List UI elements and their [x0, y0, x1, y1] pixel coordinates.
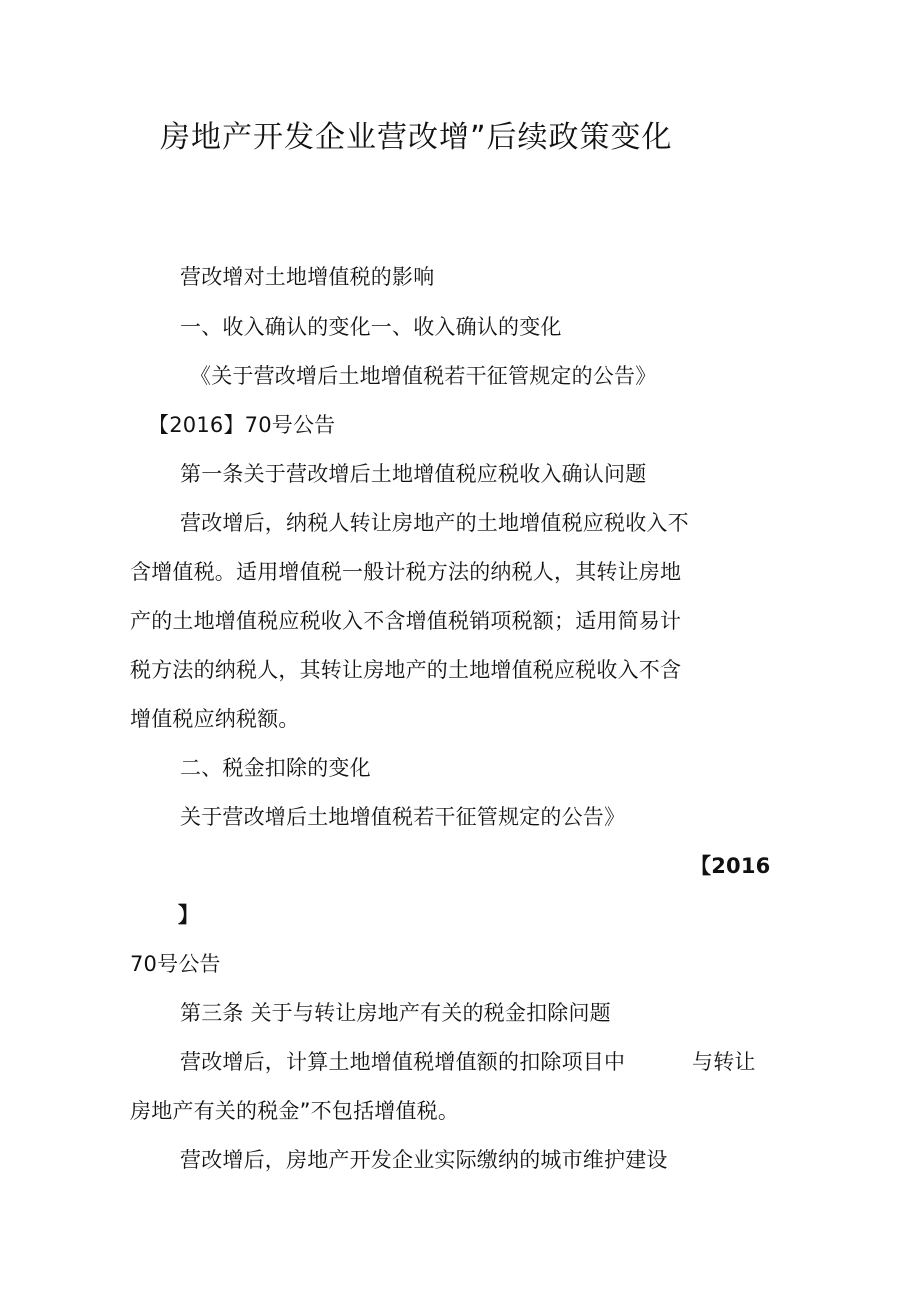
- paragraph-line: 房地产有关的税金”不包括增值税。: [130, 1099, 460, 1123]
- paragraph-line: 营改增后，纳税人转让房地产的土地增值税应税收入不: [180, 511, 689, 535]
- section-heading: 一、收入确认的变化一、收入确认的变化: [180, 315, 562, 339]
- article-heading: 第一条关于营改增后土地增值税应税收入确认问题: [180, 462, 647, 486]
- paragraph-line: 营改增后，计算土地增值税增值额的扣除项目中: [180, 1050, 626, 1074]
- announcement-year: 【2016: [690, 854, 771, 878]
- document-title: 房地产开发企业营改增”后续政策变化: [160, 120, 673, 155]
- paragraph-line: 营改增对土地增值税的影响: [180, 265, 435, 289]
- announcement-title: 关于营改增后土地增值税若干征管规定的公告》: [180, 805, 626, 829]
- paragraph-line: 增值税应纳税额。: [130, 707, 300, 731]
- announcement-number: 【2016】70号公告: [148, 413, 336, 437]
- section-heading: 二、税金扣除的变化: [180, 756, 371, 780]
- paragraph-line: 税方法的纳税人，其转让房地产的土地增值税应税收入不含: [130, 658, 682, 682]
- announcement-title: 《关于营改增后土地增值税若干征管规定的公告》: [190, 364, 657, 388]
- announcement-bracket: 】: [178, 903, 200, 927]
- announcement-number: 70号公告: [130, 952, 221, 976]
- paragraph-line: 产的土地增值税应税收入不含增值税销项税额；适用简易计: [130, 609, 682, 633]
- article-heading: 第三条 关于与转让房地产有关的税金扣除问题: [180, 1001, 611, 1025]
- paragraph-line: 营改增后，房地产开发企业实际缴纳的城市维护建设: [180, 1148, 668, 1172]
- paragraph-line-tail: 与转让: [692, 1050, 756, 1074]
- paragraph-line: 含增值税。适用增值税一般计税方法的纳税人，其转让房地: [130, 560, 682, 584]
